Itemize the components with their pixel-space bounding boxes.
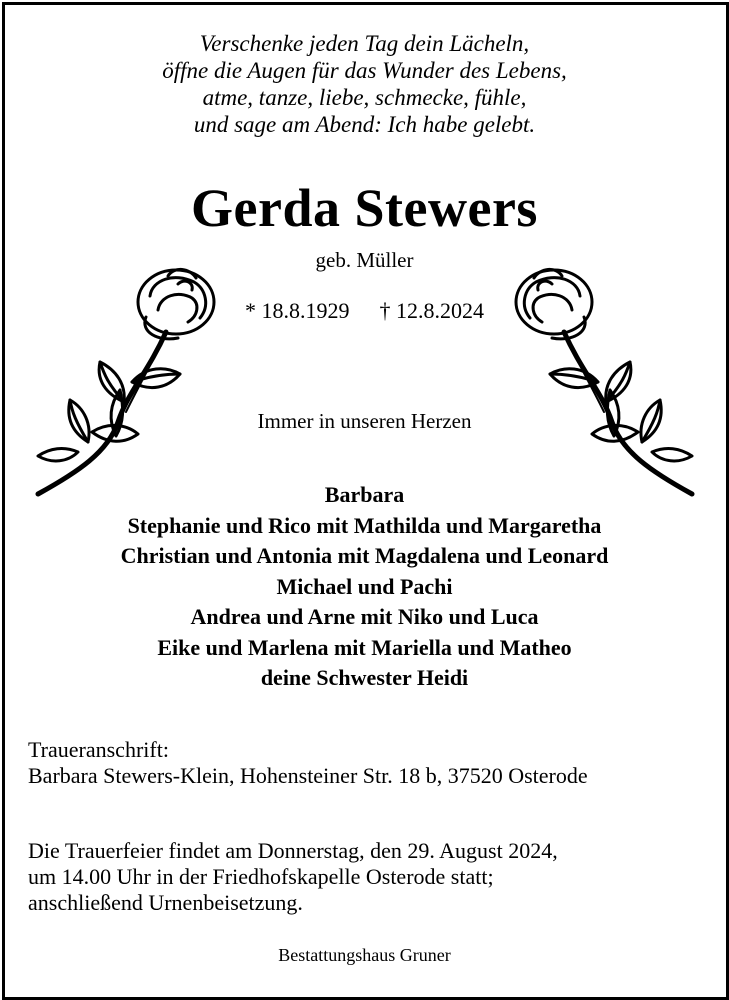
undertaker: Bestattungshaus Gruner xyxy=(278,945,451,965)
rose-icon xyxy=(28,262,228,502)
rose-icon xyxy=(502,262,702,502)
mourner-line: Eike und Marlena mit Mariella und Matheo xyxy=(157,634,572,660)
mourner-line: Christian und Antonia mit Magdalena und Leonard xyxy=(120,543,609,568)
mourner-line: Andrea und Arne mit Niko und Luca xyxy=(190,604,539,629)
service-line: Die Trauerfeier findet am Donnerstag, den 29. August 2024, xyxy=(28,838,558,863)
address-label: Traueranschrift: xyxy=(28,737,169,762)
mourning-address xyxy=(28,737,588,789)
death-date: † 12.8.2024 xyxy=(379,298,484,323)
motto: Immer in unseren Herzen xyxy=(257,409,472,433)
service-line: anschließend Urnenbeisetzung. xyxy=(28,890,303,915)
mourner-line: Barbara xyxy=(324,482,405,507)
poem-line: atme, tanze, liebe, schmecke, fühle, xyxy=(202,85,527,110)
poem-line: und sage am Abend: Ich habe gelebt. xyxy=(193,112,536,137)
poem-line: öffne die Augen für das Wunder des Lebens, xyxy=(162,58,567,83)
poem xyxy=(0,30,729,138)
mourner-line: deine Schwester Heidi xyxy=(260,665,469,690)
mourners-list xyxy=(0,480,729,694)
mourner-line: Michael und Pachi xyxy=(276,573,453,599)
address-line: Barbara Stewers-Klein, Hohensteiner Str. 18 b, 37520 Osterode xyxy=(28,763,588,788)
service-line: um 14.00 Uhr in der Friedhofskapelle Osterode statt; xyxy=(28,864,494,889)
poem-line: Verschenke jeden Tag dein Lächeln, xyxy=(199,31,530,56)
birth-date: * 18.8.1929 xyxy=(245,298,350,323)
birth-name: geb. Müller xyxy=(315,248,414,272)
service-info xyxy=(28,838,558,916)
mourner-line: Stephanie und Rico mit Mathilda und Margaretha xyxy=(127,512,602,538)
deceased-name: Gerda Stewers xyxy=(191,178,538,238)
